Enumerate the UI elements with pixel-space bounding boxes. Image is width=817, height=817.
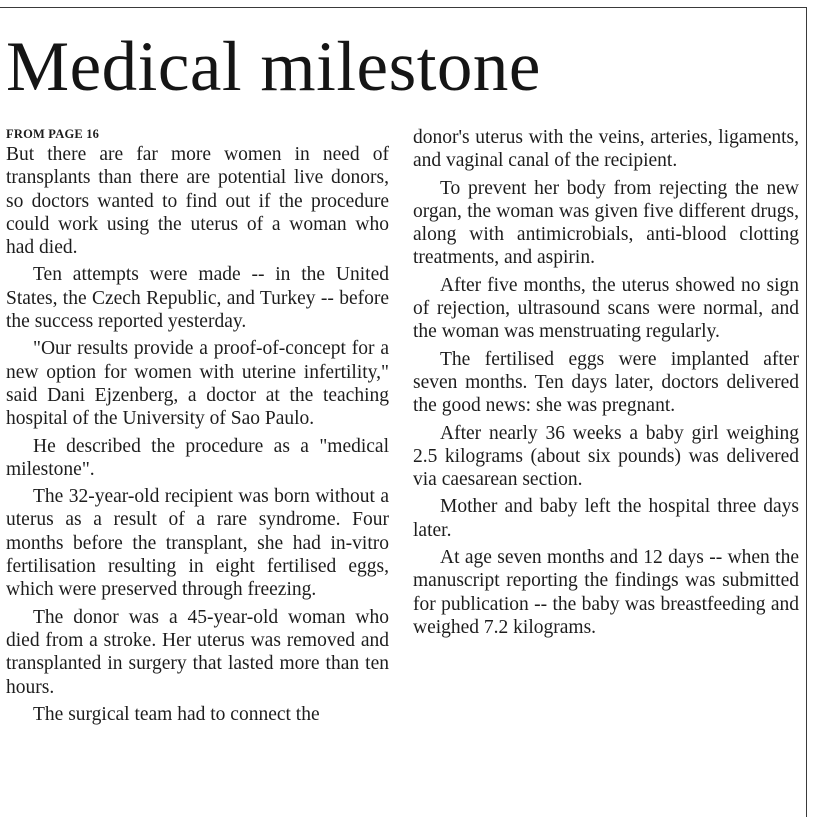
paragraph: donor's uterus with the veins, arteries, ligaments, and vaginal canal of the recipient.	[413, 127, 799, 172]
right-column	[413, 126, 799, 643]
paragraph: The surgical team had to connect the	[33, 703, 320, 725]
paragraph: At age seven months and 12 days -- when the manuscript reporting the findings was submitted for publication -- the baby was breastfeeding and weighed 7.2 kilograms.	[413, 547, 799, 638]
paragraph: To prevent her body from rejecting the new organ, the woman was given five different drugs, along with antimicrobials, anti-blood clotting treatments, and aspirin.	[413, 177, 799, 269]
paragraph: Ten attempts were made -- in the United States, the Czech Republic, and Turkey -- before the success reported yesterday.	[6, 264, 389, 333]
headline: Medical milestone	[6, 28, 541, 106]
paragraph: But there are far more women in need of transplants than there are potential live donors, so doctors wanted to find out if the procedure could work using the uterus of a woman who had died.	[6, 144, 389, 259]
paragraph: The 32-year-old recipient was born without a uterus as a result of a rare syndrome. Four months before the transplant, she had in-vitro fertilisation resulting in eight fertilised eggs, which were preserved through freezing.	[6, 486, 389, 601]
paragraph: After nearly 36 weeks a baby girl weighing 2.5 kilograms (about six pounds) was delivered via caesarean section.	[413, 422, 799, 491]
paragraph: The fertilised eggs were implanted after seven months. Ten days later, doctors delivered the good news: she was pregnant.	[413, 348, 799, 417]
column-rule	[806, 7, 807, 817]
paragraph: Mother and baby left the hospital three days later.	[413, 496, 799, 541]
paragraph: After five months, the uterus showed no sign of rejection, ultrasound scans were normal, and the woman was menstruating regularly.	[413, 274, 799, 343]
top-rule	[0, 7, 806, 8]
paragraph: He described the procedure as a "medical milestone".	[6, 435, 389, 480]
paragraph: The donor was a 45-year-old woman who died from a stroke. Her uterus was removed and transplanted in surgery that lasted more than ten hours.	[6, 606, 389, 698]
paragraph: "Our results provide a proof-of-concept for a new option for women with uterine infertility," said Dani Ejzenberg, a doctor at the teaching hospital of the University of Sao Paulo.	[6, 338, 389, 430]
continued-from-label: FROM PAGE 16	[6, 127, 100, 141]
left-column	[6, 126, 389, 730]
